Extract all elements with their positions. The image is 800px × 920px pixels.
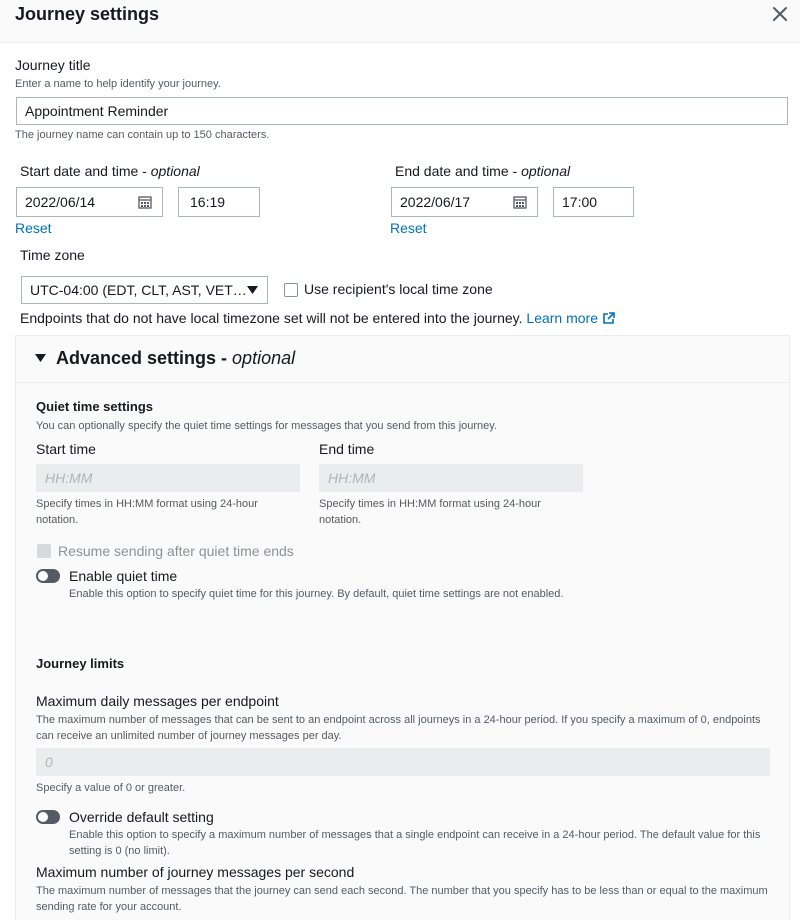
daily-limit-constraint: Specify a value of 0 or greater.: [36, 782, 186, 794]
quiet-end-input[interactable]: HH:MM: [319, 464, 583, 492]
journey-title-label: Journey title: [15, 57, 91, 73]
calendar-icon[interactable]: [513, 195, 527, 209]
override-default-label: Override default setting: [69, 809, 214, 825]
journey-title-input[interactable]: [16, 97, 788, 125]
timezone-note: Endpoints that do not have local timezone set will not be entered into the journey. Learn more: [20, 310, 615, 326]
start-date-label: Start date and time - optional: [20, 163, 200, 179]
quiet-start-format-hint: Specify times in HH:MM format using 24-hour notation.: [36, 498, 258, 526]
advanced-settings-header[interactable]: [16, 336, 789, 383]
resume-sending-checkbox[interactable]: [37, 544, 51, 558]
local-timezone-label: Use recipient's local time zone: [304, 281, 493, 297]
learn-more-link[interactable]: Learn more: [526, 310, 598, 326]
end-reset-link[interactable]: Reset: [390, 220, 427, 236]
journey-limits-heading: Journey limits: [36, 656, 125, 671]
daily-limit-hint: The maximum number of messages that can be sent to an endpoint across all journeys in a 24-hour period. If you specify a maximum of 0, endpoints can receive an unlimited number of journey messages per day.: [36, 714, 761, 742]
enable-quiet-time-toggle[interactable]: [36, 569, 60, 583]
calendar-icon[interactable]: [138, 195, 152, 209]
time-zone-label: Time zone: [20, 247, 85, 263]
start-date-input[interactable]: 2022/06/14: [16, 187, 163, 217]
close-icon[interactable]: [770, 4, 790, 24]
override-default-hint: Enable this option to specify a maximum number of messages that a single endpoint can receive in a 24-hour period. The default value for this setting is 0 (no limit).: [69, 829, 761, 857]
local-timezone-checkbox[interactable]: [284, 283, 298, 297]
end-time-input[interactable]: 17:00: [553, 187, 634, 217]
journey-title-constraint: The journey name can contain up to 150 characters.: [15, 129, 270, 141]
start-reset-link[interactable]: Reset: [15, 220, 52, 236]
enable-quiet-time-label: Enable quiet time: [69, 568, 178, 584]
quiet-end-format-hint: Specify times in HH:MM format using 24-hour notation.: [319, 498, 541, 526]
quiet-start-input[interactable]: HH:MM: [36, 464, 300, 492]
time-zone-select[interactable]: UTC-04:00 (EDT, CLT, AST, VET…: [21, 276, 268, 304]
per-second-label: Maximum number of journey messages per second: [36, 864, 355, 880]
external-link-icon[interactable]: [602, 312, 615, 325]
start-time-input[interactable]: 16:19: [178, 187, 260, 217]
advanced-settings-panel: [15, 335, 790, 920]
journey-title-hint: Enter a name to help identify your journey.: [15, 78, 221, 90]
quiet-time-heading: Quiet time settings: [36, 399, 154, 414]
journey-title-value: Appointment Reminder: [25, 103, 169, 119]
quiet-time-hint: You can optionally specify the quiet time settings for messages that you send from this journey.: [36, 420, 498, 432]
end-date-input[interactable]: 2022/06/17: [391, 187, 538, 217]
modal-header: [0, 0, 800, 43]
advanced-settings-title: Advanced settings - optional: [56, 348, 296, 368]
daily-limit-input[interactable]: 0: [36, 748, 770, 776]
quiet-start-label: Start time: [36, 441, 96, 457]
resume-sending-label: Resume sending after quiet time ends: [58, 543, 294, 559]
daily-limit-label: Maximum daily messages per endpoint: [36, 693, 279, 709]
per-second-hint: The maximum number of messages that the journey can send each second. The number that you specify has to be less than or equal to the maximum sending rate for your account.: [36, 885, 768, 913]
enable-quiet-time-hint: Enable this option to specify quiet time for this journey. By default, quiet time settings are not enabled.: [69, 588, 564, 600]
caret-down-icon[interactable]: [35, 354, 46, 363]
override-default-toggle[interactable]: [36, 810, 60, 824]
quiet-end-label: End time: [319, 441, 375, 457]
end-date-label: End date and time - optional: [395, 163, 571, 179]
modal-title: Journey settings: [15, 4, 160, 24]
caret-down-icon: [247, 286, 258, 295]
